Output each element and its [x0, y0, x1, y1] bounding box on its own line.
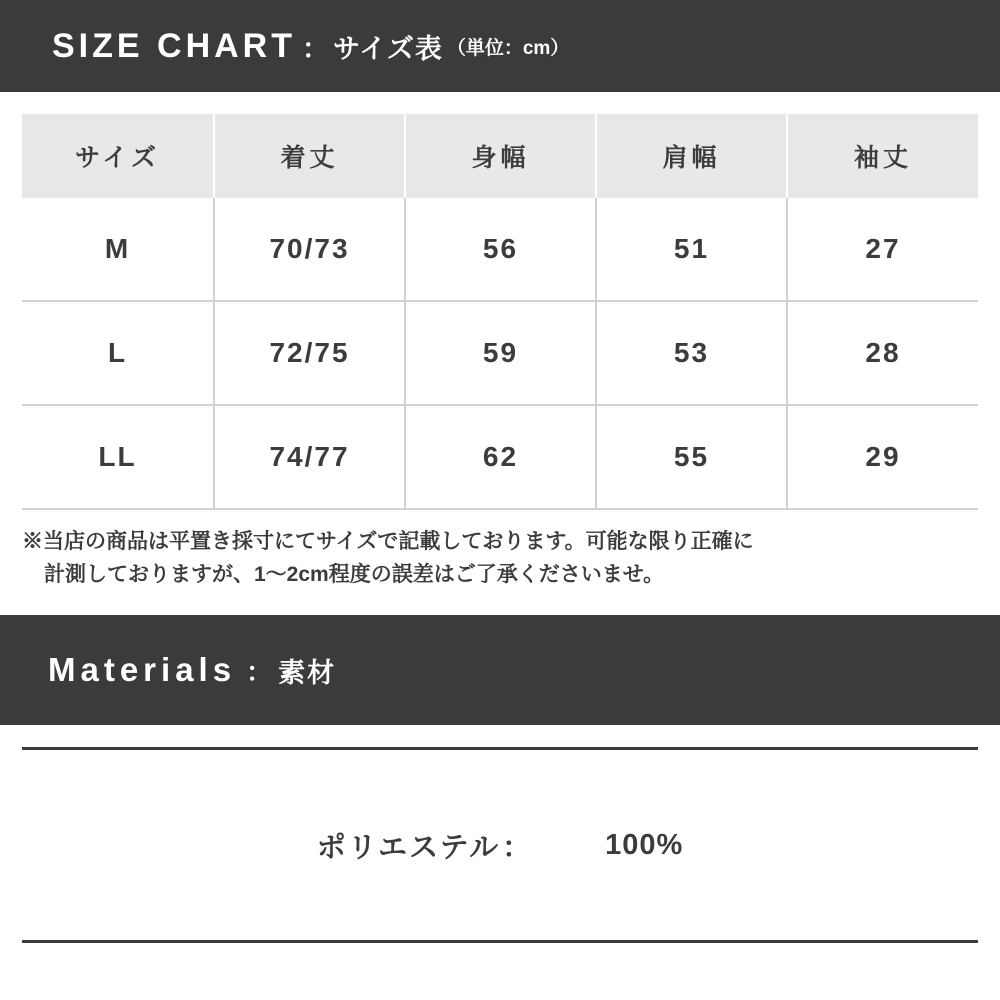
column-header-length: 着丈 [214, 114, 405, 198]
cell-shoulder: 53 [596, 301, 787, 405]
table-header-row [22, 114, 978, 198]
table-row [22, 198, 978, 301]
materials-title-colon: ： [246, 656, 273, 687]
size-table [22, 114, 978, 510]
size-chart-header-band [0, 0, 1000, 92]
cell-length: 72/75 [214, 301, 405, 405]
material-name: ポリエステル [316, 831, 501, 864]
cell-size: LL [22, 405, 214, 509]
size-table-wrapper [0, 92, 1000, 510]
cell-size: M [22, 198, 214, 301]
measurement-note-line-1: ※当店の商品は平置き採寸にてサイズで記載しております。可能な限り正確に [22, 530, 754, 553]
list-item [22, 750, 978, 940]
cell-width: 59 [405, 301, 596, 405]
size-chart-title-en: SIZE CHART [52, 26, 296, 65]
measurement-note [0, 510, 1000, 591]
size-chart-title-colon: ： [302, 33, 329, 64]
column-header-shoulder: 肩幅 [596, 114, 787, 198]
bottom-spacer [22, 943, 978, 991]
cell-size: L [22, 301, 214, 405]
cell-sleeve: 28 [787, 301, 978, 405]
size-table-head [22, 114, 978, 198]
table-row [22, 405, 978, 509]
size-table-body [22, 198, 978, 509]
cell-width: 62 [405, 405, 596, 509]
material-colon: ： [502, 831, 532, 864]
column-header-sleeve: 袖丈 [787, 114, 978, 198]
measurement-note-line-2: 計測しておりますが、1〜2cm程度の誤差はご了承くださいませ。 [44, 562, 665, 586]
material-value: 100% [605, 828, 684, 861]
column-header-size: サイズ [22, 114, 214, 198]
table-row [22, 301, 978, 405]
cell-sleeve: 27 [787, 198, 978, 301]
cell-sleeve: 29 [787, 405, 978, 509]
cell-length: 70/73 [214, 198, 405, 301]
cell-length: 74/77 [214, 405, 405, 509]
size-chart-title-jp: サイズ表 [333, 33, 443, 64]
materials-title-jp: 素材 [278, 657, 337, 688]
size-chart-unit-note: （単位：cm） [446, 37, 570, 59]
cell-width: 56 [405, 198, 596, 301]
cell-shoulder: 51 [596, 198, 787, 301]
materials-header-band [0, 615, 1000, 725]
materials-body [0, 747, 1000, 991]
cell-shoulder: 55 [596, 405, 787, 509]
column-header-width: 身幅 [405, 114, 596, 198]
materials-title-en: Materials [48, 651, 237, 689]
